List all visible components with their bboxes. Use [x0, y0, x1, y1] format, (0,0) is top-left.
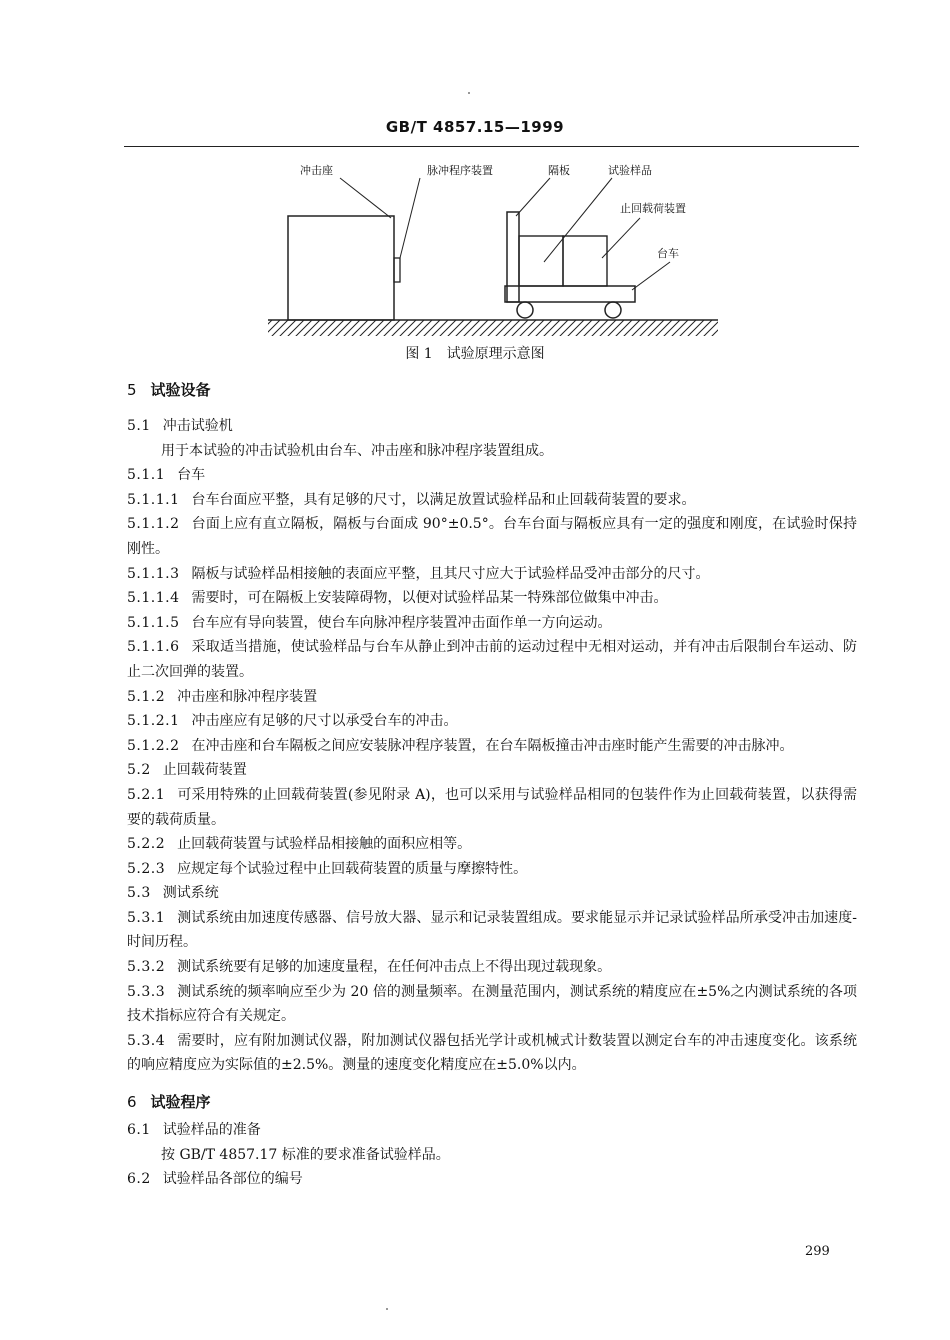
clause-5-2: 5.2 止回载荷装置	[127, 762, 247, 779]
clause-5-1-1-5: 5.1.1.5 台车应有导向装置，使台车向脉冲程序装置冲击面作单一方向运动。	[127, 614, 612, 631]
leader-sample	[544, 178, 612, 262]
sample-box-2	[563, 236, 607, 286]
sample-box-1	[519, 236, 563, 286]
trolley-body	[505, 286, 635, 302]
figure-caption: 图 1 试验原理示意图	[405, 346, 545, 362]
clause-5-3-4: 5.3.4 需要时，应有附加测试仪器，附加测试仪器包括光学计或机械式计数装置以测定台车的冲击速度变化。该系统的响应精度应为实际值的±2.5%。测量的速度变化精度应在±5.0%以内。	[127, 1032, 857, 1074]
scan-speck	[468, 92, 470, 94]
clause-5-1-1: 5.1.1 台车	[127, 467, 206, 484]
clause-5-1-body: 用于本试验的冲击试验机由台车、冲击座和脉冲程序装置组成。	[161, 442, 553, 459]
label-sample: 试验样品	[608, 164, 652, 177]
pulse-device-block	[394, 258, 400, 282]
clause-5-1: 5.1 冲击试验机	[127, 418, 233, 434]
clause-5-1-2-1: 5.1.2.1 冲击座应有足够的尺寸以承受台车的冲击。	[127, 713, 458, 730]
trolley-wheel-right	[605, 302, 621, 318]
section-heading-5: 5 试验设备	[127, 381, 211, 399]
impact-seat-block	[288, 216, 394, 320]
leader-rebound-device	[602, 218, 640, 258]
clause-5-3-1: 5.3.1 测试系统由加速度传感器、信号放大器、显示和记录装置组成。要求能显示并记录试验样品所承受冲击加速度-时间历程。	[127, 909, 857, 951]
clause-5-1-2: 5.1.2 冲击座和脉冲程序装置	[127, 688, 318, 705]
body-text	[127, 378, 857, 1192]
clause-5-1-1-2: 5.1.1.2 台面上应有直立隔板，隔板与台面成 90°±0.5°。台车台面与隔板应具有一定的强度和刚度，在试验时保持刚性。	[127, 516, 857, 557]
label-partition: 隔板	[548, 164, 570, 177]
leader-pulse-device	[400, 178, 420, 258]
test-principle-figure	[250, 158, 730, 343]
label-trolley: 台车	[657, 247, 679, 260]
clause-5-2-1: 5.2.1 可采用特殊的止回载荷装置(参见附录 A)，也可以采用与试验样品相同的包装件作为止回载荷装置，以获得需要的载荷质量。	[127, 786, 857, 828]
label-impact-seat: 冲击座	[300, 164, 333, 177]
clause-5-1-1-4: 5.1.1.4 需要时，可在隔板上安装障碍物，以便对试验样品某一特殊部位做集中冲击。	[127, 590, 668, 607]
clause-5-3-3: 5.3.3 测试系统的频率响应至少为 20 倍的测量频率。在测量范围内，测试系统的精度应在±5%之内测试系统的各项技术指标应符合有关规定。	[127, 983, 857, 1025]
partition-plate	[507, 212, 519, 302]
section-heading-6: 6 试验程序	[127, 1093, 211, 1112]
ground-hatch	[268, 320, 718, 336]
clause-5-1-1-3: 5.1.1.3 隔板与试验样品相接触的表面应平整，且其尺寸应大于试验样品受冲击部分的尺寸。	[127, 565, 710, 582]
clause-5-3-2: 5.3.2 测试系统要有足够的加速度量程，在任何冲击点上不得出现过载现象。	[127, 959, 612, 976]
leader-partition	[516, 178, 550, 216]
clause-5-1-1-6: 5.1.1.6 采取适当措施，使试验样品与台车从静止到冲击前的运动过程中无相对运动，并有冲击后限制台车运动、防止二次回弹的装置。	[127, 639, 857, 680]
clause-6-1-body: 按 GB/T 4857.17 标准的要求准备试验样品。	[161, 1146, 450, 1163]
clause-6-2: 6.2 试验样品各部位的编号	[127, 1171, 303, 1188]
clause-5-2-2: 5.2.2 止回载荷装置与试验样品相接触的面积应相等。	[127, 836, 472, 853]
leader-impact-seat	[340, 178, 391, 218]
clause-5-2-3: 5.2.3 应规定每个试验过程中止回载荷装置的质量与摩擦特性。	[127, 860, 528, 877]
label-pulse-device: 脉冲程序装置	[427, 164, 493, 177]
leader-trolley	[632, 262, 670, 290]
clause-5-1-2-2: 5.1.2.2 在冲击座和台车隔板之间应安装脉冲程序装置，在台车隔板撞击冲击座时能产生需要的冲击脉冲。	[127, 737, 794, 754]
scan-speck	[386, 1308, 388, 1310]
header-rule	[124, 146, 859, 147]
clause-5-1-1-1: 5.1.1.1 台车台面应平整，具有足够的尺寸，以满足放置试验样品和止回载荷装置的要求。	[127, 491, 696, 508]
page-number: 299	[805, 1244, 830, 1259]
page-header: GB/T 4857.15—1999	[385, 118, 565, 136]
clause-5-3: 5.3 测试系统	[127, 885, 219, 902]
label-rebound-device: 止回载荷装置	[620, 202, 686, 215]
clause-6-1: 6.1 试验样品的准备	[127, 1122, 261, 1139]
trolley-wheel-left	[517, 302, 533, 318]
